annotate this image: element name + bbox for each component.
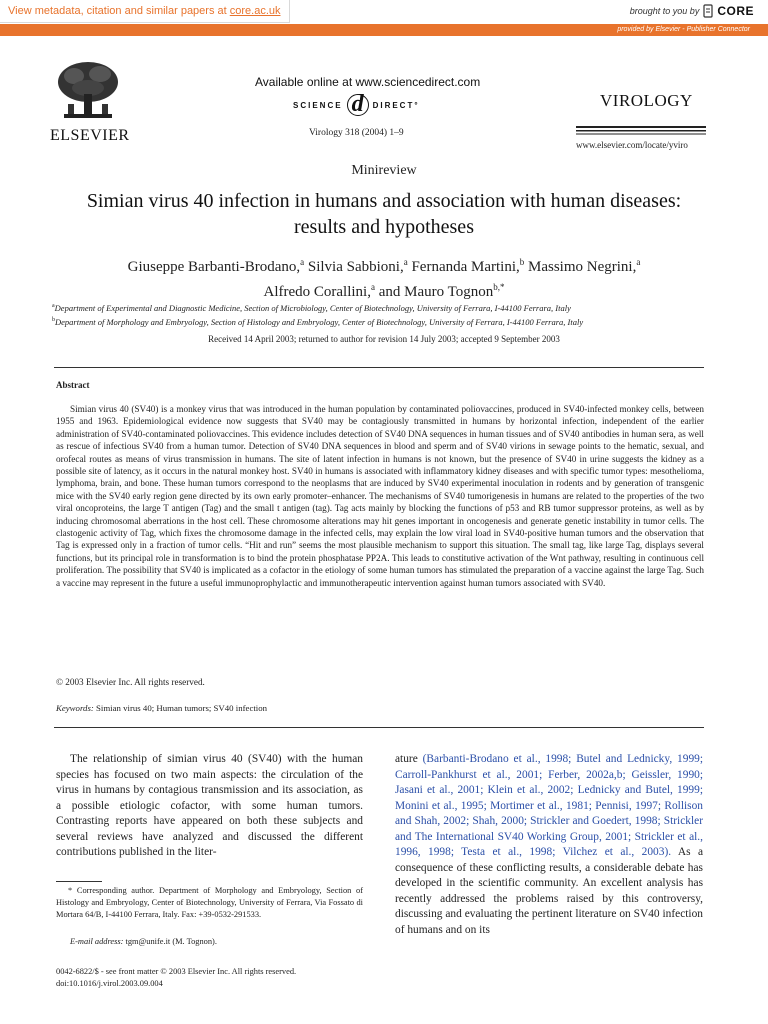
author-affil-mark: b,* (493, 282, 505, 292)
abstract-text: Simian virus 40 (SV40) is a monkey virus that was introduced in the human population by contaminated poliovaccines, produced in SV40-infected monkey cells, between 1955 and 1963. Epidemiological evidence now suggests that SV40 may be contagiously transmitted in humans by horizontal infection, independent of the earlier administration of SV40-contaminated poliovaccines. This evidence includes detection of SV40 DNA sequences in human tissues and of SV40 antibodies in human sera, as well as rescue of infectious SV40 from a human tumor. Detection of SV40 DNA sequences in blood and sperm and of SV40 virions in sewage points to the hematic, sexual, and orofecal routes as means of virus transmission in humans. The site of latent infection in humans is not known, but the presence of SV40 in urine suggests the kidney as a possible site of latency, as it occurs in the natural monkey host. SV40 in humans is associated with inflammatory kidney diseases and with specific tumor types: mesothelioma, lymphoma, brain, and bone. These human tumors correspond to the neoplasms that are induced by SV40 experimental inoculation in rodents and by generation of transgenic mice with the SV40 early region gene directed by its own early promoter–enhancer. The mechanisms of SV40 tumorigenesis in humans are related to the properties of the two viral oncoproteins, the large T antigen (Tag) and the small t antigen (tag). Tag acts mainly by blocking the functions of p53 and RB tumor suppressor proteins, as well as by inducing chromosomal aberrations in the host cell. These chromosome alterations may hit genes important in oncogenesis and generate genetic instability in tumor cells. The clastogenic activity of Tag, which fixes the chromosome damage in the infected cells, may explain the low viral load in SV40-positive human tumors and the observation that Tag is expressed only in a fraction of tumor cells. “Hit and run” seems the most plausible mechanism to support this situation. The small tag, like large Tag, displays several functions, but its principal role in transformation is to bind the protein phosphatase PP2A. This leads to constitutive activation of the Wnt pathway, resulting in continuous cell proliferation. The possibility that SV40 is implicated as a cofactor in the etiology of some human tumors has stimulated the preparation of a vaccine against the large Tag. Such a vaccine may represent in the future a useful immunoprophylactic and immunotherapeutic intervention against human tumors associated with SV40. (56, 404, 704, 588)
email-line (70, 937, 217, 946)
affiliation-text: Department of Experimental and Diagnostic Medicine, Section of Microbiology, Center of Biotechnology, University of Ferrara, I-44100 Ferrara, Italy (54, 302, 571, 313)
journal-url[interactable]: www.elsevier.com/locate/yviro (576, 140, 688, 150)
author-affil-mark: a (636, 257, 641, 267)
author-affil-mark: a (300, 257, 305, 267)
author-name: Fernanda Martini, (411, 259, 520, 275)
sd-left-text: SCIENCE (293, 100, 343, 110)
journal-name: VIROLOGY (600, 91, 693, 110)
issn-line: 0042-6822/$ - see front matter © 2003 Elsevier Inc. All rights reserved. (56, 967, 297, 976)
sd-mark: d (347, 94, 369, 116)
article-type: Minireview (351, 163, 417, 178)
available-online-text: Available online at www.sciencedirect.com (255, 75, 481, 89)
title-line-2: results and hypotheses (294, 216, 474, 238)
email-label: E-mail address: (70, 937, 124, 946)
front-matter (56, 966, 296, 991)
sciencedirect-logo (293, 91, 463, 117)
core-metadata-link[interactable] (0, 0, 290, 23)
keywords-text: Simian virus 40; Human tumors; SV40 infection (96, 703, 268, 713)
sd-right-text: DIRECT° (372, 100, 420, 110)
body-right-paragraph (395, 752, 703, 938)
journal-citation: Virology 318 (2004) 1–9 (309, 128, 404, 138)
footnote-divider (56, 881, 102, 882)
body-right-rest: As a consequence of these conflicting results, a considerable debate has developed in the scientific community. An excellent analysis has recently addressed the problems raised by this controversy, discussing and evaluating the pertinent literature on SV40 infection of humans and on its (395, 846, 703, 936)
reference-citations[interactable]: (Barbanti-Brodano et al., 1998; Butel and Lednicky, 1999; Carroll-Pankhurst et al., 2001; Ferber, 2002a,b; Geissler, 1990; Jasani et al., 2001; Klein et al., 2002; Lednicky and Butel, 1999; Monini et al., 1995; Mortimer et al., 1981; Pennisi, 1997; Rollison and Shah, 2002; Shah, 2000; Strickler and Goedert, 1998; Strickler and The International SV40 Working Group, 2001; Strickler et al., 1996, 1998; Testa et al., 1998; Vilchez et al., 2003). (395, 753, 703, 858)
body-left-paragraph: The relationship of simian virus 40 (SV40) with the human species has focused on two main aspects: the circulation of the virus in humans by contagious transmission and its association, as a possible etiologic cofactor, with some human tumors. Contrasting reports have appeared on both these subjects and several reviews have analyzed and discussed the different contributions published in the liter- (56, 753, 363, 858)
affiliation-mark: b (52, 317, 55, 323)
received-dates: Received 14 April 2003; returned to author for revision 14 July 2003; accepted 9 September 2003 (208, 334, 560, 344)
core-banner (0, 0, 768, 25)
corresponding-author-note: * Corresponding author. Department of Morphology and Embryology, Section of Histology and Embryology, Center of Biotechnology, University of Ferrara, Via Fossato di Mortara 64/B, I-44100 Ferrara, Italy. Fax: +39-0532-291533. (56, 886, 363, 920)
publisher-name: ELSEVIER (50, 127, 130, 144)
journal-stripes-icon (576, 126, 706, 136)
abstract-copyright: © 2003 Elsevier Inc. All rights reserved. (56, 677, 205, 687)
divider-top (54, 367, 704, 368)
affiliation-b (52, 314, 732, 328)
keywords-label: Keywords: (56, 703, 94, 713)
core-brand[interactable] (630, 4, 754, 18)
affiliation-text: Department of Morphology and Embryology, Section of Histology and Embryology, Center of Biotechnology, University of Ferrara, I-44100 Ferrara, Italy (55, 316, 584, 327)
abstract-heading: Abstract (56, 380, 90, 390)
elsevier-tree-logo-icon (52, 60, 124, 122)
email-value[interactable]: tgm@unife.it (M. Tognon). (125, 937, 217, 946)
author-name: Giuseppe Barbanti-Brodano, (127, 259, 301, 275)
body-right-start: ature (395, 753, 418, 765)
affiliation-a (52, 300, 732, 314)
doi-line[interactable]: doi:10.1016/j.virol.2003.09.004 (56, 979, 163, 989)
author-name: Alfredo Corallini, (263, 284, 371, 300)
divider-bottom (54, 727, 704, 728)
article-title (40, 188, 728, 240)
core-label: CORE (717, 4, 754, 18)
core-link-prefix: View metadata, citation and similar papers at (8, 5, 230, 17)
title-line-1: Simian virus 40 infection in humans and association with human diseases: (86, 190, 682, 212)
provided-by-text[interactable]: provided by Elsevier - Publisher Connector (617, 26, 750, 33)
brought-by-text: brought to you by (629, 6, 700, 16)
author-name: Massimo Negrini, (528, 259, 637, 275)
affiliation-mark: a (52, 303, 55, 309)
author-affil-mark: a (403, 257, 408, 267)
author-name: and Mauro Tognon (378, 284, 494, 300)
core-link-domain[interactable]: core.ac.uk (229, 5, 281, 17)
provided-by-bar (0, 24, 768, 36)
author-affil-mark: a (370, 282, 375, 292)
author-affil-mark: b (519, 257, 525, 267)
author-name: Silvia Sabbioni, (307, 259, 404, 275)
author-line-2 (40, 277, 728, 302)
core-logo-icon (703, 4, 713, 18)
author-line-1 (40, 252, 728, 277)
keywords (56, 703, 267, 713)
author-list (40, 252, 728, 302)
